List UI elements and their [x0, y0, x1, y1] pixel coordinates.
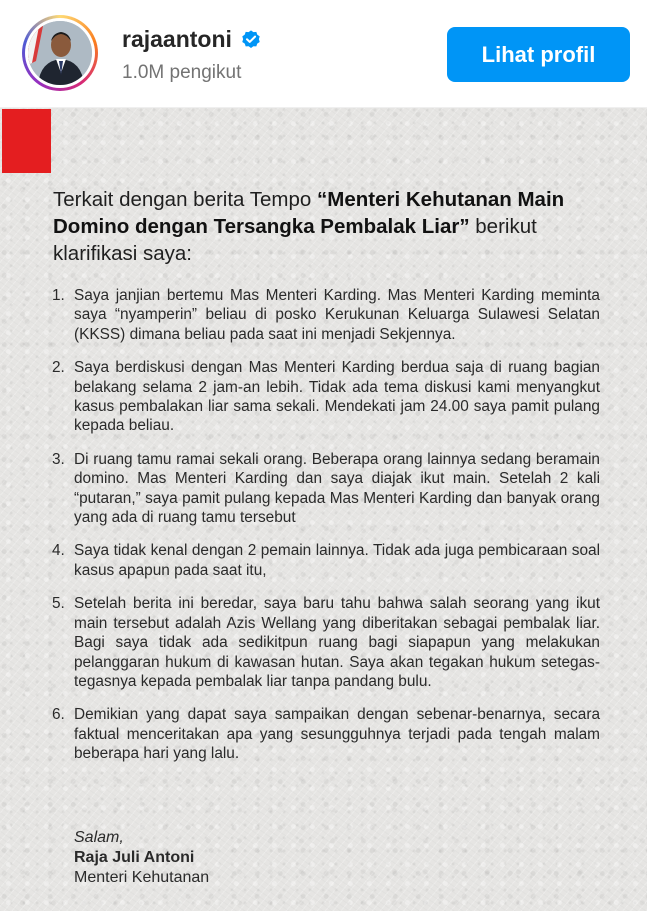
signature-title: Menteri Kehutanan [74, 869, 210, 886]
list-item-text: Setelah berita ini beredar, saya baru tahu bahwa salah seorang yang ikut main tersebut adalah Azis Wellang yang diberitakan sebagai pembalak liar. Bagi saya tidak ada sedikitpun ruang bagi siapapun yang melakukan pelanggaran hukum di kawasan hutan. Saya akan tegakan hukum setegas-tegasnya kepada pembalak liar tanpa pandang bulu. [74, 595, 600, 690]
signature-name: Raja Juli Antoni [74, 849, 195, 866]
list-item-text: Demikian yang dapat saya sampaikan dengan sebenar-benarnya, secara faktual menceritakan apa yang sesungguhnya terjadi pada tengah malam beberapa hari yang lalu. [74, 706, 600, 763]
view-profile-button[interactable]: Lihat profil [447, 27, 630, 82]
intro-headline: “Menteri Kehutanan Main Domino dengan Tersangka Pembalak Liar” [53, 188, 565, 238]
clarification-list [52, 286, 600, 778]
username[interactable]: rajaantoni [122, 26, 232, 52]
list-item-number: 6. [52, 706, 65, 724]
list-item-number: 2. [52, 359, 65, 377]
list-item [52, 286, 600, 344]
list-item-text: Di ruang tamu ramai sekali orang. Beberapa orang lainnya sedang beramain domino. Mas Menteri Karding dan saya diajak ikut main. Setelah 2 kali “putaran,” saya pamit pulang kepada Mas Menteri Karding dan banyak orang yang ada di ruang tamu tersebut [74, 450, 600, 527]
avatar[interactable] [28, 21, 92, 85]
list-item [52, 358, 600, 436]
list-item-number: 3. [52, 450, 65, 468]
salutation: Salam, [74, 829, 124, 846]
list-item-text: Saya janjian bertemu Mas Menteri Karding. Mas Menteri Karding meminta saya “nyamperin” beliau di posko Kerukunan Keluarga Sulawesi Selatan (KKSS) dimana beliau pada saat ini menjadi Sekjennya. [74, 287, 600, 343]
list-item [52, 541, 600, 580]
avatar-story-ring[interactable] [22, 15, 98, 91]
post-image-letter[interactable] [0, 108, 647, 911]
intro-text-start: Terkait dengan berita Tempo [53, 188, 318, 211]
list-item-number: 1. [52, 287, 65, 304]
avatar-portrait-icon [28, 21, 92, 85]
list-item [52, 594, 600, 691]
follower-count: 1.0M pengikut [122, 62, 242, 83]
red-accent-block [2, 109, 51, 173]
profile-header [0, 0, 647, 108]
letter-intro [53, 186, 603, 267]
verified-badge-icon [240, 29, 262, 51]
username-row [122, 26, 262, 53]
list-item [52, 705, 600, 763]
list-item [52, 450, 600, 528]
list-item-text: Saya tidak kenal dengan 2 pemain lainnya. Tidak ada juga pembicaraan soal kasus apapun pada saat itu, [74, 542, 600, 579]
list-item-number: 5. [52, 595, 65, 613]
letter-signoff [74, 828, 209, 888]
list-item-text: Saya berdiskusi dengan Mas Menteri Karding berdua saja di ruang bagian belakang selama 2 jam-an lebih. Tidak ada tema diskusi kami menyangkut kasus pembalakan liar sama sekali. Mendekati jam 24.00 saya pamit pulang kepada beliau. [74, 359, 600, 435]
avatar-frame [25, 18, 95, 88]
list-item-number: 4. [52, 542, 65, 560]
intro-text-end: berikut klarifikasi saya: [53, 215, 537, 265]
